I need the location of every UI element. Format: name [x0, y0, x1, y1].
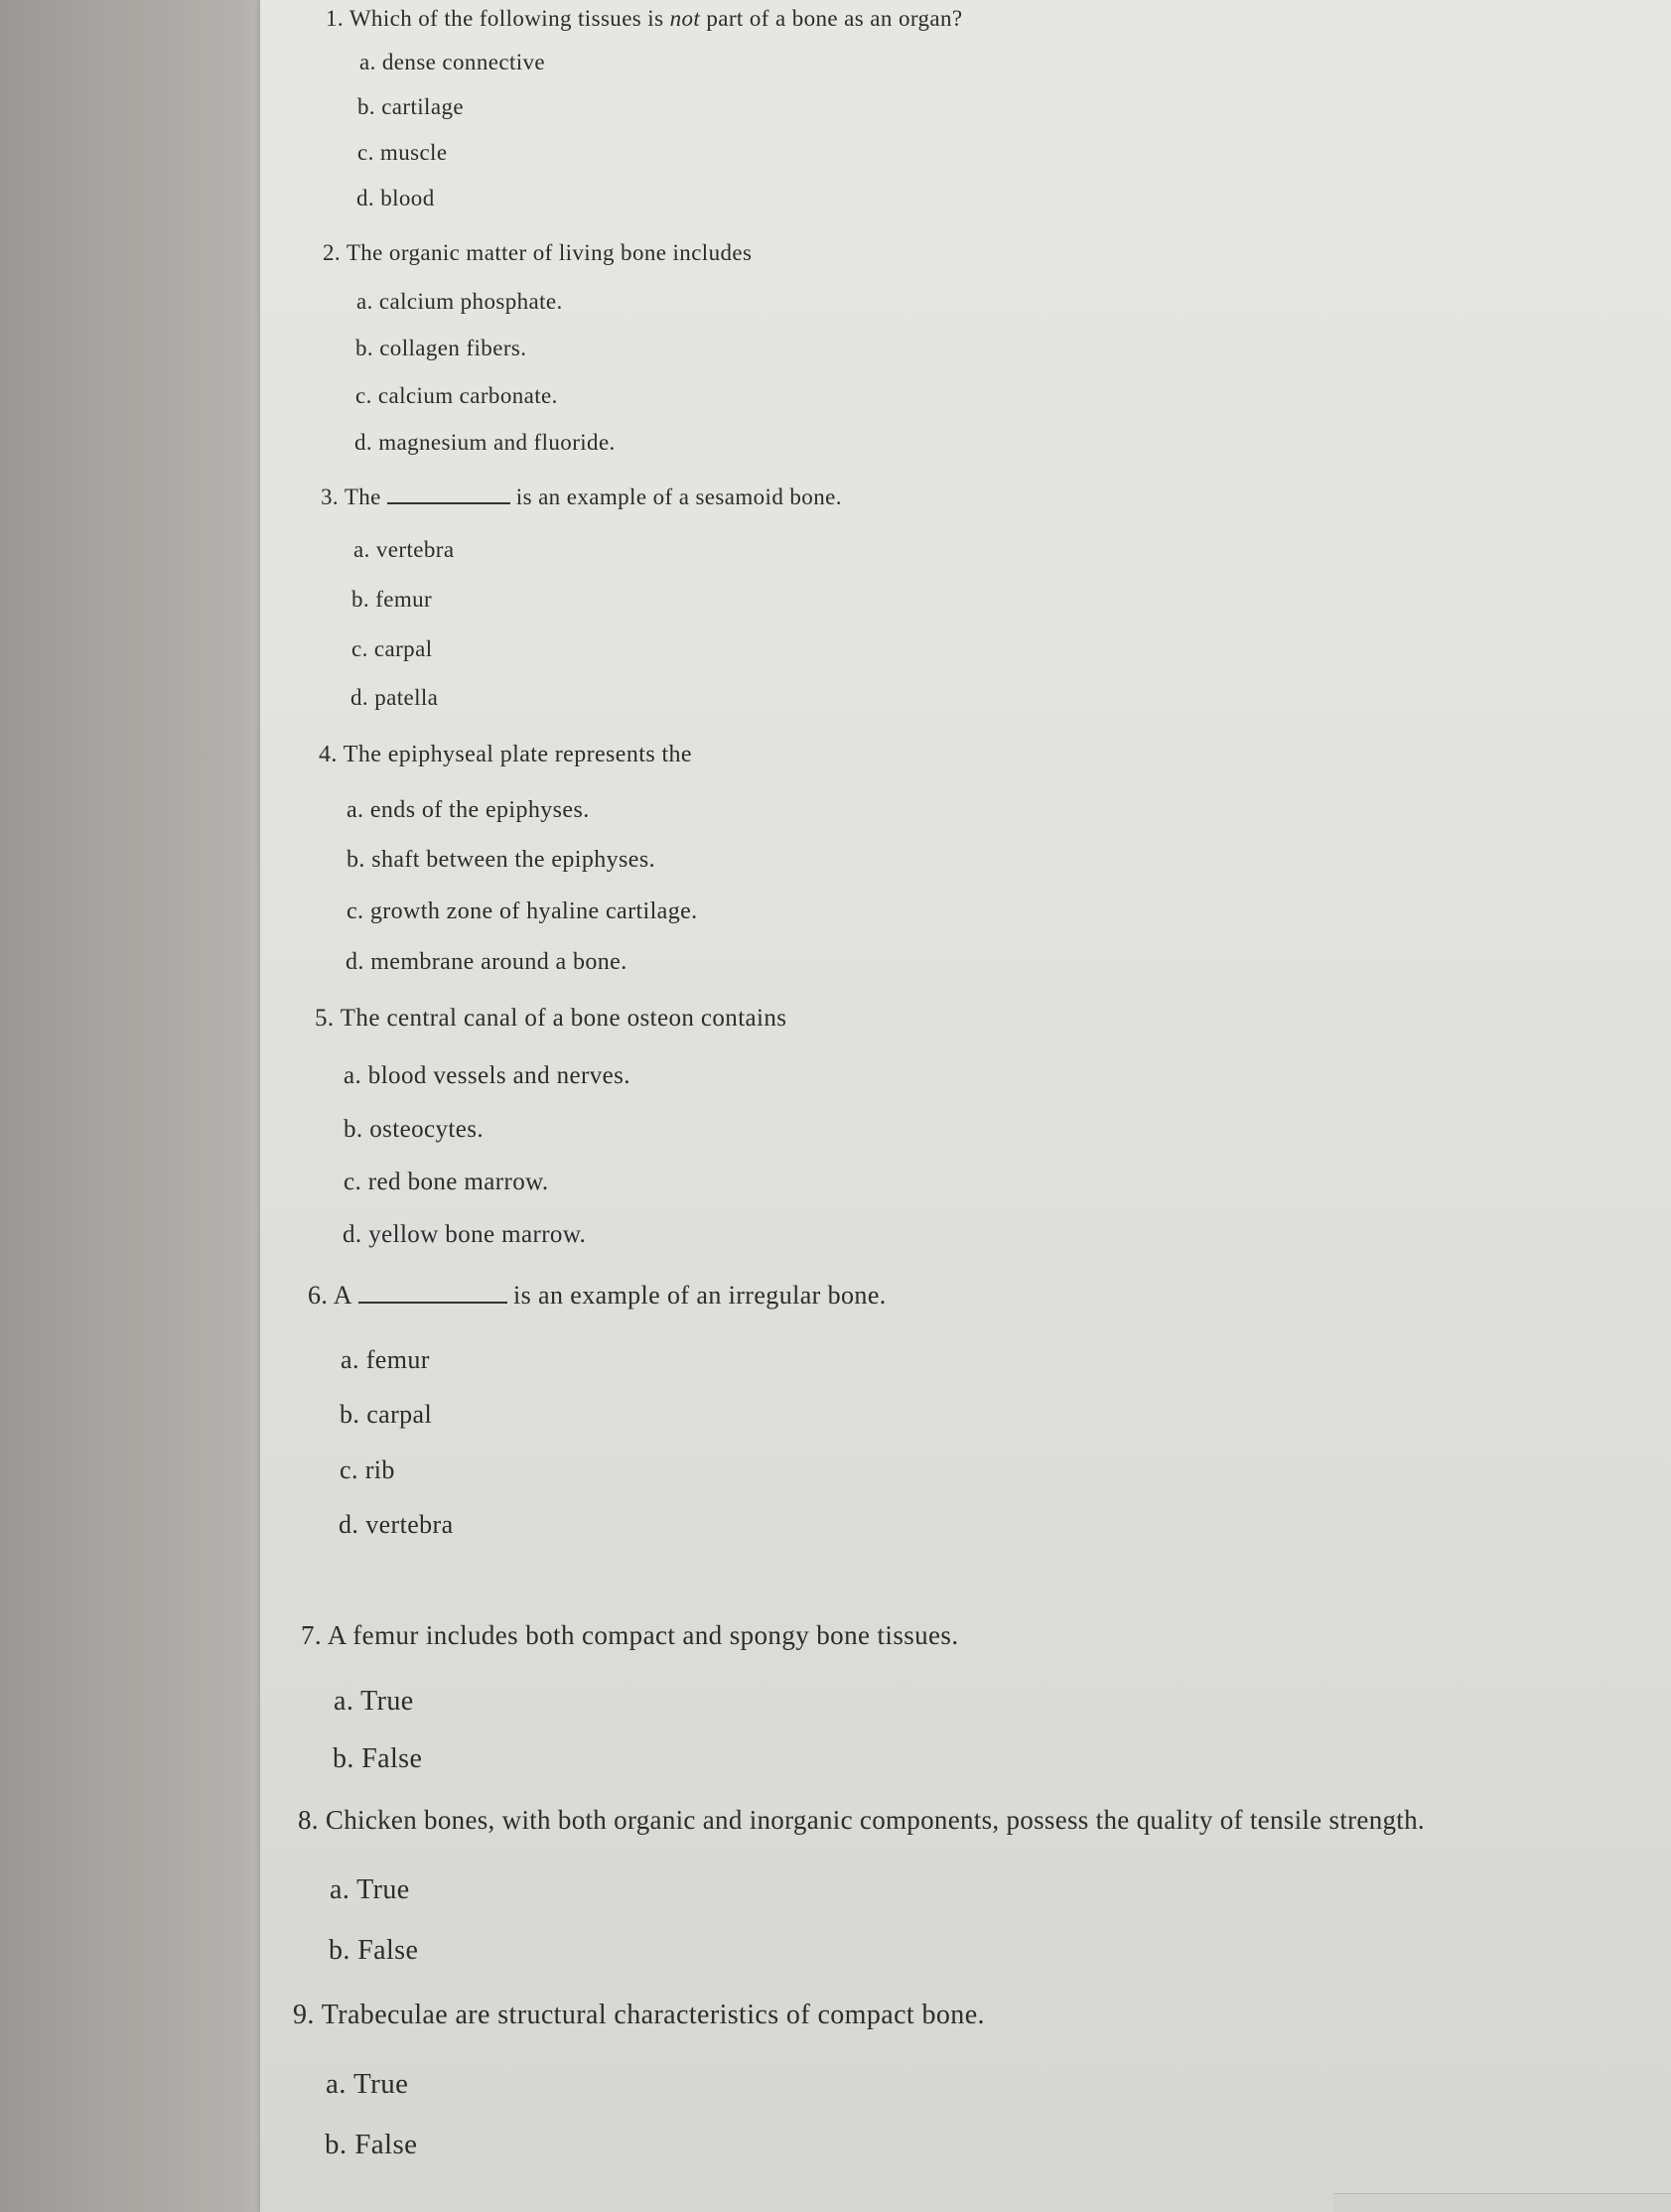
option-7a[interactable]: a. True	[334, 1686, 414, 1717]
option-5c[interactable]: c. red bone marrow.	[344, 1169, 549, 1195]
option-4c[interactable]: c. growth zone of hyaline cartilage.	[347, 899, 698, 924]
question-6	[308, 1281, 887, 1311]
question-text: part of a bone as an organ?	[700, 6, 963, 31]
option-5a[interactable]: a. blood vessels and nerves.	[344, 1062, 630, 1089]
fill-in-blank[interactable]	[358, 1284, 507, 1304]
fill-in-blank[interactable]	[387, 484, 510, 504]
question-number: 3.	[321, 484, 340, 509]
option-1b[interactable]: b. cartilage	[357, 94, 464, 119]
question-number: 4.	[319, 742, 338, 767]
option-3c[interactable]: c. carpal	[351, 636, 433, 661]
option-6b[interactable]: b. carpal	[340, 1400, 433, 1429]
question-8	[298, 1805, 1425, 1836]
option-4a[interactable]: a. ends of the epiphyses.	[347, 797, 590, 823]
option-4d[interactable]: d. membrane around a bone.	[346, 949, 627, 975]
option-4b[interactable]: b. shaft between the epiphyses.	[347, 847, 655, 873]
option-9b[interactable]: b. False	[325, 2129, 418, 2160]
question-text: A femur includes both compact and spongy bone tissues.	[327, 1620, 959, 1650]
question-4	[319, 742, 692, 768]
question-number: 7.	[301, 1620, 323, 1650]
question-number: 8.	[298, 1805, 319, 1835]
question-text: The	[344, 484, 381, 509]
question-text: is an example of an irregular bone.	[512, 1281, 887, 1310]
question-text: The organic matter of living bone includes	[346, 240, 753, 265]
option-6a[interactable]: a. femur	[341, 1345, 430, 1374]
question-number: 5.	[315, 1005, 335, 1032]
question-9	[293, 2000, 985, 2031]
option-3b[interactable]: b. femur	[351, 587, 433, 612]
option-1c[interactable]: c. muscle	[357, 140, 448, 165]
option-2a[interactable]: a. calcium phosphate.	[356, 289, 563, 314]
question-text: Chicken bones, with both organic and inorganic components, possess the quality of tensile strength.	[325, 1805, 1425, 1835]
option-5b[interactable]: b. osteocytes.	[344, 1116, 484, 1143]
question-number: 6.	[308, 1281, 329, 1310]
worksheet-page	[260, 0, 1671, 2212]
option-5d[interactable]: d. yellow bone marrow.	[343, 1221, 587, 1248]
question-5	[315, 1005, 786, 1033]
option-1d[interactable]: d. blood	[356, 186, 435, 210]
option-2b[interactable]: b. collagen fibers.	[355, 336, 527, 360]
question-7	[301, 1620, 958, 1651]
option-8b[interactable]: b. False	[329, 1935, 419, 1966]
question-text: Trabeculae are structural characteristics of compact bone.	[321, 2000, 985, 2030]
option-8a[interactable]: a. True	[330, 1874, 410, 1905]
question-number: 9.	[293, 2000, 315, 2030]
question-2	[323, 240, 752, 266]
option-2c[interactable]: c. calcium carbonate.	[355, 383, 558, 408]
question-text: The central canal of a bone osteon contains	[340, 1005, 787, 1032]
question-text: Which of the following tissues is	[348, 6, 670, 31]
option-3a[interactable]: a. vertebra	[353, 537, 455, 562]
question-text: A	[333, 1281, 352, 1310]
question-1	[326, 6, 963, 32]
option-1a[interactable]: a. dense connective	[359, 50, 546, 74]
question-emphasis: not	[669, 6, 701, 31]
option-9a[interactable]: a. True	[326, 2068, 409, 2100]
option-6c[interactable]: c. rib	[340, 1455, 395, 1484]
question-3	[321, 484, 842, 510]
option-3d[interactable]: d. patella	[350, 685, 439, 710]
question-number: 1.	[326, 6, 345, 31]
question-text: The epiphyseal plate represents the	[343, 742, 692, 767]
question-text: is an example of a sesamoid bone.	[515, 484, 842, 509]
option-6d[interactable]: d. vertebra	[339, 1510, 454, 1539]
option-2d[interactable]: d. magnesium and fluoride.	[354, 430, 616, 455]
option-7b[interactable]: b. False	[333, 1743, 423, 1774]
question-number: 2.	[323, 240, 342, 265]
